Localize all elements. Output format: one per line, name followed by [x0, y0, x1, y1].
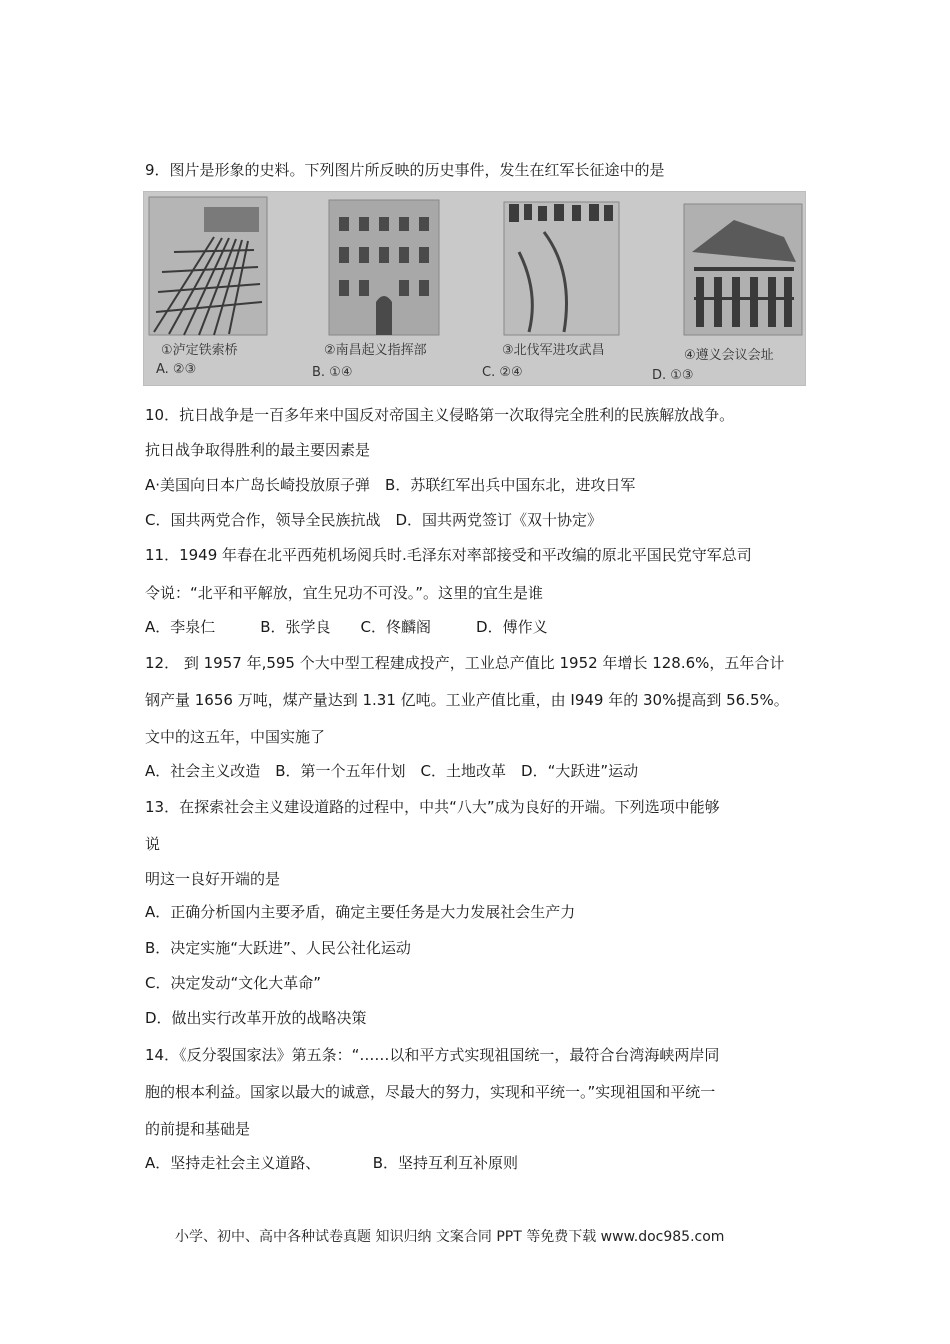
photo-1-caption: ①泸定铁索桥 [161, 343, 238, 358]
question-10-options-cd: C．国共两党合作，领导全民族抗战 D．国共两党签订《双十协定》 [145, 511, 603, 529]
option-c: C. ②④ [482, 365, 523, 380]
question-13-option-c: C．决定发动“文化大革命” [145, 974, 322, 992]
question-9-stem: 9．图片是形象的史料。下列图片所反映的历史事件，发生在红军长征途中的是 [145, 161, 665, 179]
photo-3-caption: ③北伐军进攻武昌 [502, 343, 605, 358]
question-11-stem-line1: 11．1949 年春在北平西苑机场阅兵时.毛泽东对率部接受和平改编的原北平国民党守军总司 [145, 546, 752, 564]
option-a: A. ②③ [156, 362, 197, 377]
question-13-option-a: A．正确分析国内主要矛盾，确定主要任务是大力发展社会生产力 [145, 903, 576, 921]
question-11-stem-line2: 令说：“北平和平解放，宜生兄功不可没。”。这里的宜生是谁 [145, 584, 544, 602]
question-13-stem-line1: 13．在探索社会主义建设道路的过程中，中共“八大”成为良好的开端。下列选项中能够 [145, 798, 720, 816]
option-b: B. ①④ [312, 365, 353, 380]
question-13-stem-line2: 说 [145, 835, 161, 853]
question-12-stem-line3: 文中的这五年，中国实施了 [145, 728, 326, 746]
question-10-options-ab: A·美国向日本广岛长崎投放原子弹 B．苏联红军出兵中国东北，进攻日军 [145, 476, 636, 494]
question-12-options: A．社会主义改造 B．第一个五年什划 C．土地改革 D．“大跃进”运动 [145, 762, 639, 780]
question-13-option-b: B．决定实施“大跃进”、人民公社化运动 [145, 939, 411, 957]
question-14-stem-line2: 胞的根本利益。国家以最大的诚意，尽最大的努力，实现和平统一。”实现祖国和平统一 [145, 1083, 716, 1101]
photo-2-caption: ②南昌起义指挥部 [324, 343, 427, 358]
question-13-option-d: D．做出实行改革开放的战略决策 [145, 1009, 367, 1027]
question-12-stem-line2: 钢产量 1656 万吨，煤产量达到 1.31 亿吨。工业产值比重，由 I949 年的 30%提高到 56.5%。 [145, 691, 789, 709]
question-10-stem-line1: 10．抗日战争是一百多年来中国反对帝国主义侵略第一次取得完全胜利的民族解放战争。 [145, 406, 735, 424]
option-d: D. ①③ [652, 368, 694, 383]
page-footer: 小学、初中、高中各种试卷真题 知识归纳 文案合同 PPT 等免费下载 www.doc985.com [175, 1229, 725, 1245]
question-11-options: A．李泉仁 B．张学良 C．佟麟阁 D．傅作义 [145, 618, 548, 636]
question-14-options: A．坚持走社会主义道路、 B．坚持互利互补原则 [145, 1154, 519, 1172]
question-14-stem-line1: 14．《反分裂国家法》第五条：“……以和平方式实现祖国统一，最符合台湾海峡两岸同 [145, 1046, 720, 1064]
photo-4-caption: ④遵义会议会址 [684, 348, 774, 363]
question-10-stem-line2: 抗日战争取得胜利的最主要因素是 [145, 441, 371, 459]
question-14-stem-line3: 的前提和基础是 [145, 1120, 251, 1138]
question-9-photo-strip [143, 191, 806, 386]
question-13-stem-line3: 明这一良好开端的是 [145, 870, 281, 888]
question-12-stem-line1: 12． 到 1957 年,595 个大中型工程建成投产，工业总产值比 1952 年增长 128.6%，五年合计 [145, 654, 785, 672]
